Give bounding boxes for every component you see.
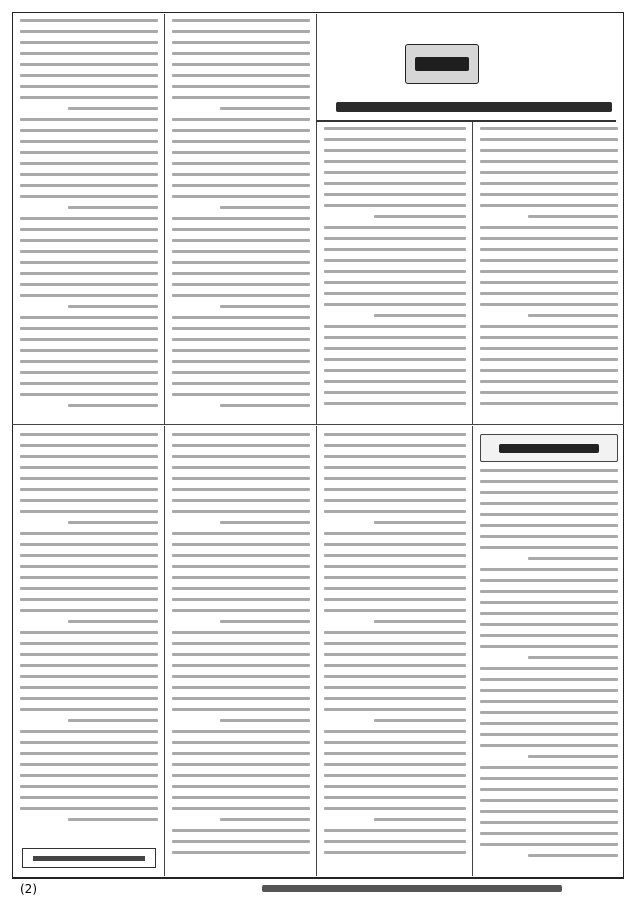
text-line (324, 433, 466, 436)
text-line (20, 195, 158, 198)
text-line (172, 294, 310, 297)
text-line (20, 217, 158, 220)
article-title-text (415, 57, 469, 71)
text-line (172, 840, 310, 843)
text-line (20, 444, 158, 447)
text-line (20, 140, 158, 143)
text-line (20, 338, 158, 341)
text-line (324, 774, 466, 777)
text-line (324, 697, 466, 700)
text-line (68, 107, 158, 110)
text-line (172, 576, 310, 579)
text-line (172, 349, 310, 352)
text-line (220, 404, 310, 407)
text-line (480, 568, 618, 571)
text-line (68, 305, 158, 308)
text-line (480, 336, 618, 339)
text-line (480, 645, 618, 648)
text-line (172, 829, 310, 832)
text-line (480, 832, 618, 835)
text-line (20, 19, 158, 22)
text-line (20, 587, 158, 590)
text-line (480, 259, 618, 262)
text-line (480, 524, 618, 527)
text-line (172, 598, 310, 601)
text-line (172, 554, 310, 557)
text-line (324, 336, 466, 339)
text-line (480, 204, 618, 207)
text-line (20, 272, 158, 275)
text-line (324, 182, 466, 185)
text-line (172, 228, 310, 231)
text-line (172, 316, 310, 319)
text-line (324, 554, 466, 557)
text-line (324, 259, 466, 262)
text-line (20, 675, 158, 678)
text-line (20, 741, 158, 744)
text-line (480, 369, 618, 372)
text-line (172, 444, 310, 447)
text-line (68, 521, 158, 524)
text-line (480, 248, 618, 251)
text-line (324, 237, 466, 240)
text-line (172, 433, 310, 436)
column-rule (472, 426, 473, 876)
text-line (20, 466, 158, 469)
text-line (20, 85, 158, 88)
text-line (172, 151, 310, 154)
text-line (324, 631, 466, 634)
text-line (324, 543, 466, 546)
text-line (324, 303, 466, 306)
text-line (172, 565, 310, 568)
text-line (172, 697, 310, 700)
text-line (172, 30, 310, 33)
column-2-bottom (320, 430, 470, 874)
text-line (20, 151, 158, 154)
text-line (172, 763, 310, 766)
text-line (172, 675, 310, 678)
text-line (172, 653, 310, 656)
text-line (20, 360, 158, 363)
text-line (480, 535, 618, 538)
text-line (480, 788, 618, 791)
text-line (480, 612, 618, 615)
text-line (480, 160, 618, 163)
text-line (20, 510, 158, 513)
text-line (324, 248, 466, 251)
article-title-box (405, 44, 479, 84)
text-line (324, 664, 466, 667)
text-line (20, 554, 158, 557)
text-line (20, 708, 158, 711)
text-line (172, 41, 310, 44)
text-line (324, 598, 466, 601)
text-line (480, 513, 618, 516)
column-1-top (476, 124, 622, 420)
text-line (480, 590, 618, 593)
text-line (172, 730, 310, 733)
text-line (172, 488, 310, 491)
text-line (480, 678, 618, 681)
text-line (324, 675, 466, 678)
text-line (324, 576, 466, 579)
text-line (324, 402, 466, 405)
column-rule (472, 120, 473, 424)
text-line (20, 52, 158, 55)
text-line (480, 303, 618, 306)
text-line (20, 631, 158, 634)
text-line (324, 325, 466, 328)
text-line (172, 796, 310, 799)
text-line (374, 719, 466, 722)
text-line (324, 653, 466, 656)
text-line (172, 741, 310, 744)
footer-masthead (262, 885, 562, 892)
column-3-bottom (168, 430, 314, 874)
text-line (20, 543, 158, 546)
text-line (172, 327, 310, 330)
text-line (20, 96, 158, 99)
text-line (324, 686, 466, 689)
text-line (480, 502, 618, 505)
text-line (20, 488, 158, 491)
text-line (480, 711, 618, 714)
text-line (20, 162, 158, 165)
column-rule (316, 426, 317, 876)
text-line (324, 193, 466, 196)
text-line (480, 843, 618, 846)
text-line (528, 557, 618, 560)
text-line (20, 609, 158, 612)
text-line (172, 360, 310, 363)
text-line (172, 466, 310, 469)
text-line (324, 565, 466, 568)
text-line (172, 664, 310, 667)
text-line (20, 796, 158, 799)
text-line (220, 620, 310, 623)
text-line (172, 455, 310, 458)
text-line (20, 294, 158, 297)
column-3-top (168, 16, 314, 420)
text-line (480, 402, 618, 405)
text-line (480, 149, 618, 152)
text-line (480, 667, 618, 670)
column-1-bottom (476, 466, 622, 874)
text-line (172, 63, 310, 66)
text-line (20, 763, 158, 766)
article-headline (316, 96, 616, 122)
text-line (374, 314, 466, 317)
text-line (324, 380, 466, 383)
text-line (172, 371, 310, 374)
text-line (324, 752, 466, 755)
page-number: (2) (20, 882, 37, 896)
text-line (324, 127, 466, 130)
text-line (20, 576, 158, 579)
text-line (172, 129, 310, 132)
text-line (172, 162, 310, 165)
text-line (172, 686, 310, 689)
section-heading (480, 434, 618, 462)
text-line (20, 327, 158, 330)
text-line (480, 358, 618, 361)
text-line (324, 347, 466, 350)
text-line (480, 799, 618, 802)
text-line (324, 840, 466, 843)
text-line (172, 499, 310, 502)
text-line (480, 469, 618, 472)
text-line (528, 314, 618, 317)
text-line (20, 785, 158, 788)
text-line (324, 609, 466, 612)
text-line (172, 74, 310, 77)
text-line (480, 480, 618, 483)
text-line (172, 543, 310, 546)
text-line (172, 261, 310, 264)
text-line (20, 664, 158, 667)
text-line (480, 127, 618, 130)
text-line (20, 371, 158, 374)
text-line (172, 587, 310, 590)
text-line (324, 270, 466, 273)
text-line (480, 171, 618, 174)
text-line (324, 369, 466, 372)
text-line (324, 226, 466, 229)
text-line (172, 477, 310, 480)
text-line (20, 382, 158, 385)
text-line (172, 85, 310, 88)
text-line (480, 325, 618, 328)
text-line (68, 719, 158, 722)
text-line (528, 854, 618, 857)
text-line (480, 821, 618, 824)
text-line (172, 851, 310, 854)
text-line (220, 305, 310, 308)
text-line (20, 433, 158, 436)
text-line (480, 722, 618, 725)
text-line (480, 182, 618, 185)
text-line (172, 338, 310, 341)
text-line (20, 565, 158, 568)
text-line (172, 393, 310, 396)
text-line (324, 466, 466, 469)
text-line (324, 160, 466, 163)
text-line (374, 521, 466, 524)
text-line (20, 686, 158, 689)
text-line (480, 810, 618, 813)
text-line (480, 347, 618, 350)
text-line (172, 785, 310, 788)
text-line (172, 239, 310, 242)
text-line (172, 96, 310, 99)
text-line (528, 755, 618, 758)
column-2-top (320, 124, 470, 420)
text-line (220, 206, 310, 209)
text-line (20, 653, 158, 656)
text-line (172, 184, 310, 187)
continued-note (22, 848, 156, 868)
text-line (324, 488, 466, 491)
text-line (20, 774, 158, 777)
column-rule (316, 14, 317, 424)
text-line (480, 634, 618, 637)
text-line (480, 546, 618, 549)
text-line (220, 818, 310, 821)
text-line (480, 237, 618, 240)
text-line (324, 444, 466, 447)
text-line (480, 601, 618, 604)
text-line (324, 391, 466, 394)
text-line (480, 689, 618, 692)
text-line (374, 215, 466, 218)
text-line (20, 393, 158, 396)
text-line (20, 499, 158, 502)
text-line (172, 19, 310, 22)
text-line (324, 708, 466, 711)
column-rule (164, 426, 165, 876)
text-line (480, 193, 618, 196)
column-rule (164, 14, 165, 424)
text-line (220, 521, 310, 524)
text-line (172, 250, 310, 253)
text-line (20, 228, 158, 231)
text-line (324, 730, 466, 733)
text-line (20, 532, 158, 535)
text-line (324, 204, 466, 207)
text-line (20, 41, 158, 44)
text-line (172, 510, 310, 513)
text-line (172, 532, 310, 535)
text-line (20, 316, 158, 319)
text-line (20, 74, 158, 77)
text-line (480, 380, 618, 383)
text-line (172, 217, 310, 220)
text-line (20, 752, 158, 755)
text-line (324, 851, 466, 854)
text-line (480, 226, 618, 229)
text-line (324, 807, 466, 810)
text-line (68, 818, 158, 821)
text-line (20, 129, 158, 132)
text-line (480, 138, 618, 141)
text-line (324, 829, 466, 832)
text-line (480, 270, 618, 273)
text-line (20, 598, 158, 601)
text-line (374, 818, 466, 821)
text-line (68, 620, 158, 623)
text-line (20, 455, 158, 458)
text-line (20, 283, 158, 286)
text-line (172, 752, 310, 755)
text-line (172, 708, 310, 711)
text-line (172, 609, 310, 612)
text-line (20, 118, 158, 121)
text-line (480, 700, 618, 703)
text-line (20, 261, 158, 264)
text-line (220, 719, 310, 722)
text-line (20, 63, 158, 66)
text-line (172, 52, 310, 55)
text-line (172, 382, 310, 385)
text-line (20, 250, 158, 253)
text-line (20, 239, 158, 242)
text-line (324, 763, 466, 766)
text-line (480, 281, 618, 284)
text-line (172, 140, 310, 143)
text-line (324, 477, 466, 480)
text-line (480, 733, 618, 736)
text-line (172, 272, 310, 275)
text-line (20, 642, 158, 645)
column-4-top (16, 16, 162, 420)
text-line (324, 796, 466, 799)
text-line (324, 281, 466, 284)
text-line (528, 656, 618, 659)
text-line (480, 623, 618, 626)
text-line (68, 206, 158, 209)
text-line (20, 807, 158, 810)
text-line (20, 184, 158, 187)
page-footer (12, 878, 624, 898)
text-line (324, 292, 466, 295)
column-4-bottom (16, 430, 162, 840)
text-line (480, 744, 618, 747)
text-line (480, 579, 618, 582)
text-line (324, 499, 466, 502)
text-line (172, 807, 310, 810)
text-line (324, 138, 466, 141)
text-line (324, 455, 466, 458)
text-line (324, 785, 466, 788)
text-line (480, 292, 618, 295)
text-line (172, 642, 310, 645)
text-line (480, 391, 618, 394)
text-line (528, 215, 618, 218)
text-line (20, 173, 158, 176)
text-line (374, 620, 466, 623)
text-line (172, 195, 310, 198)
text-line (68, 404, 158, 407)
text-line (324, 510, 466, 513)
text-line (324, 741, 466, 744)
text-line (324, 358, 466, 361)
text-line (20, 730, 158, 733)
text-line (324, 532, 466, 535)
text-line (324, 171, 466, 174)
text-line (480, 777, 618, 780)
text-line (172, 283, 310, 286)
text-line (20, 30, 158, 33)
text-line (172, 774, 310, 777)
text-line (20, 477, 158, 480)
text-line (480, 766, 618, 769)
text-line (480, 491, 618, 494)
text-line (324, 642, 466, 645)
text-line (324, 149, 466, 152)
text-line (20, 697, 158, 700)
section-rule (12, 424, 624, 425)
text-line (172, 118, 310, 121)
text-line (324, 587, 466, 590)
text-line (172, 631, 310, 634)
text-line (172, 173, 310, 176)
text-line (20, 349, 158, 352)
text-line (220, 107, 310, 110)
